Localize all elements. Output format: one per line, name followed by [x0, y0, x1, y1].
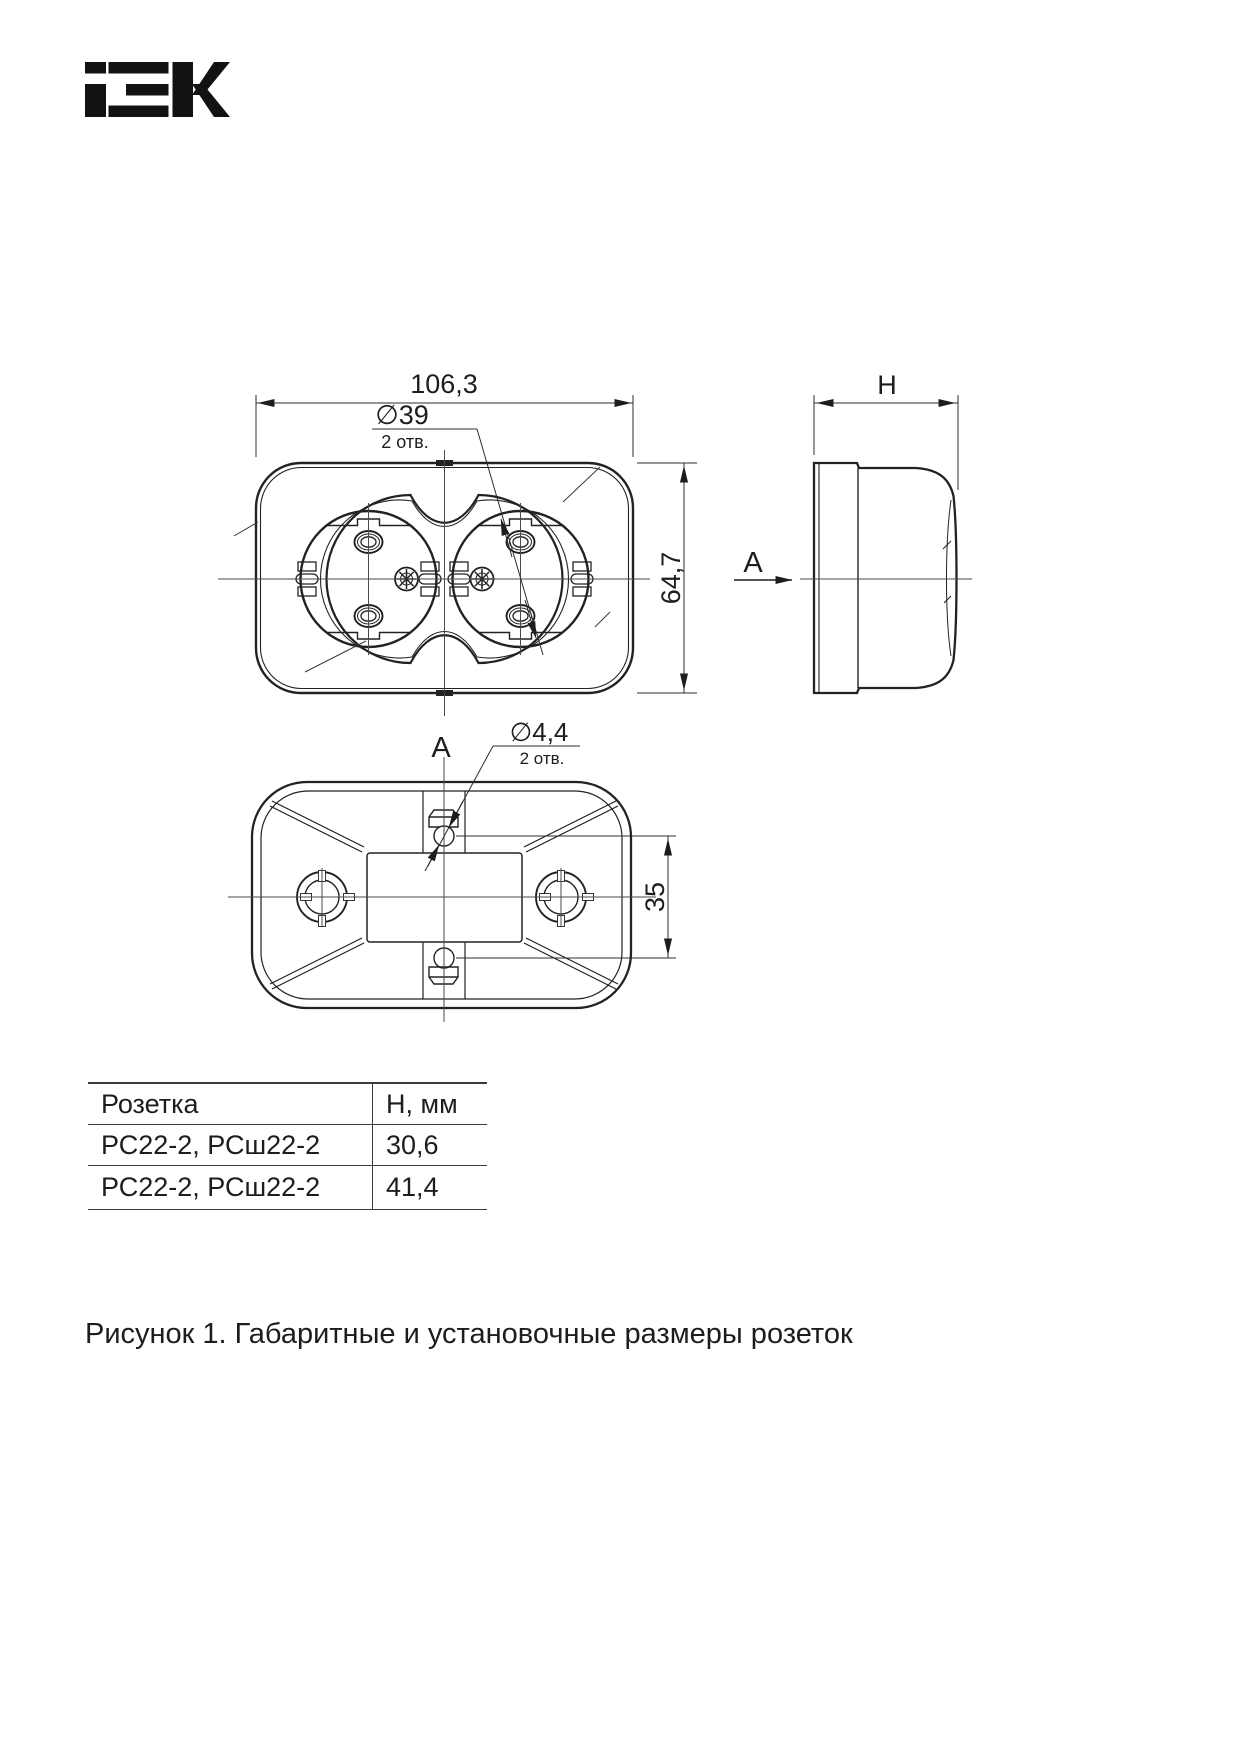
cable-knockout-right	[536, 871, 594, 927]
model-cell: РС22-2, РСш22-2	[101, 1172, 321, 1202]
section-label-side: А	[743, 547, 763, 579]
table-header-h: Н, мм	[372, 1084, 486, 1124]
leader-lines	[234, 467, 610, 672]
cable-knockout-left	[297, 871, 355, 927]
back-hole-dia-label: ∅4,4	[509, 717, 569, 747]
iek-logo	[85, 62, 230, 117]
depth-dim-label: H	[877, 370, 897, 400]
figure-caption: Рисунок 1. Габаритные и установочные размеры розеток	[85, 1318, 853, 1350]
table-header-row	[88, 1084, 487, 1125]
back-view-dimensions	[425, 746, 676, 958]
centerlines	[228, 757, 656, 1022]
h-value-cell: 41,4	[372, 1166, 486, 1209]
h-value-cell: 30,6	[372, 1125, 486, 1165]
centerlines	[218, 450, 650, 716]
model-cell: РС22-2, РСш22-2	[101, 1129, 321, 1160]
table-row	[88, 1125, 487, 1166]
spec-table	[88, 1082, 487, 1210]
hole-dia-label: ∅39	[375, 400, 429, 430]
front-view-dimensions	[256, 395, 697, 693]
back-hole-count-label: 2 отв.	[519, 749, 565, 768]
back-view	[228, 757, 656, 1022]
side-view-dimensions	[814, 395, 958, 490]
table-header-socket: Розетка	[101, 1088, 199, 1119]
table-row	[88, 1166, 487, 1210]
section-label-back: А	[431, 732, 451, 764]
front-view	[218, 450, 650, 716]
dim-height-label: 64,7	[656, 551, 686, 605]
dim-width-label: 106,3	[410, 369, 478, 399]
side-view	[800, 463, 972, 693]
hole-spacing-label: 35	[640, 881, 670, 913]
hole-count-label: 2 отв.	[381, 432, 429, 452]
